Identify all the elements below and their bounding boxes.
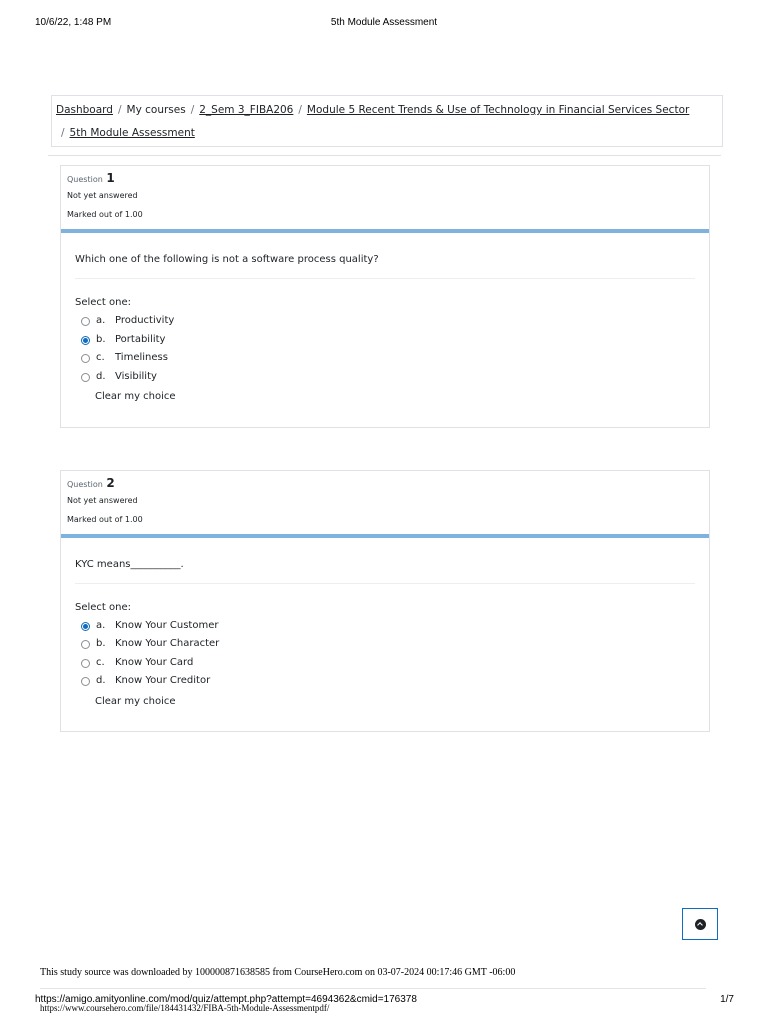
chevron-up-circle-icon (695, 919, 706, 930)
question-divider (75, 583, 695, 584)
breadcrumb-course-link[interactable]: 2_Sem 3_FIBA206 (199, 104, 294, 116)
breadcrumb-separator: / (61, 127, 65, 139)
option-label[interactable]: Portability (115, 334, 166, 345)
breadcrumb-line-2 (61, 127, 195, 139)
question-info (61, 471, 709, 534)
question-state: Not yet answered (67, 191, 138, 200)
question-grade: Marked out of 1.00 (67, 210, 143, 219)
print-datetime: 10/6/22, 1:48 PM (35, 17, 112, 28)
print-header (35, 17, 733, 31)
clear-choice-link[interactable]: Clear my choice (95, 696, 176, 707)
option-label[interactable]: Know Your Character (115, 638, 220, 649)
option-label[interactable]: Know Your Card (115, 657, 194, 668)
option-label[interactable]: Know Your Customer (115, 620, 219, 631)
back-to-top-button[interactable] (682, 908, 718, 940)
question-number-value: 2 (106, 476, 115, 490)
breadcrumb-module-link[interactable]: Module 5 Recent Trends & Use of Technology in Financial Services Sector (306, 104, 690, 116)
breadcrumb-line-1 (56, 104, 689, 116)
option-label[interactable]: Know Your Creditor (115, 675, 211, 686)
clear-choice-link[interactable]: Clear my choice (95, 391, 176, 402)
radio-button[interactable] (81, 677, 90, 686)
radio-button[interactable] (81, 373, 90, 382)
question-number-value: 1 (106, 171, 115, 185)
answer-prompt: Select one: (75, 602, 132, 613)
question-accent-bar (61, 229, 709, 233)
footer-url: https://amigo.amityonline.com/mod/quiz/attempt.php?attempt=4694362&cmid=176378 (35, 994, 417, 1005)
option-letter: c. (96, 352, 105, 363)
breadcrumb-separator: / (117, 104, 122, 116)
source-note: This study source was downloaded by 100000871638585 from CourseHero.com on 03-07-2024 00:17:46 GMT -06:00 (40, 967, 516, 978)
breadcrumb-separator: / (190, 104, 195, 116)
question-number (67, 476, 115, 490)
breadcrumb-dashboard-link[interactable]: Dashboard (56, 104, 113, 116)
radio-button[interactable] (81, 354, 90, 363)
option-letter: d. (96, 675, 106, 686)
footer-divider (40, 988, 706, 989)
radio-button[interactable] (81, 640, 90, 649)
page-divider (48, 155, 721, 156)
footer-file-url: https://www.coursehero.com/file/184431432/FIBA-5th-Module-Assessmentpdf/ (40, 1003, 330, 1013)
option-letter: d. (96, 371, 106, 382)
question-number (67, 171, 115, 185)
answer-prompt: Select one: (75, 297, 132, 308)
option-letter: a. (96, 620, 106, 631)
question-label: Question (67, 480, 103, 489)
breadcrumb-separator: / (298, 104, 302, 116)
question-2 (60, 470, 710, 732)
question-label: Question (67, 175, 103, 184)
option-letter: b. (96, 638, 106, 649)
option-label[interactable]: Productivity (115, 315, 175, 326)
question-state: Not yet answered (67, 496, 138, 505)
breadcrumb (51, 95, 723, 147)
radio-button[interactable] (81, 659, 90, 668)
question-text: Which one of the following is not a software process quality? (75, 254, 379, 265)
question-1 (60, 165, 710, 428)
option-letter: b. (96, 334, 106, 345)
option-letter: c. (96, 657, 105, 668)
radio-button-selected[interactable] (81, 622, 90, 631)
question-info (61, 166, 709, 229)
option-label[interactable]: Visibility (115, 371, 157, 382)
question-grade: Marked out of 1.00 (67, 515, 143, 524)
footer-page-number: 1/7 (720, 994, 734, 1005)
breadcrumb-my-courses: My courses (126, 104, 186, 116)
print-title: 5th Module Assessment (330, 17, 438, 28)
option-letter: a. (96, 315, 106, 326)
question-accent-bar (61, 534, 709, 538)
question-text: KYC means__________. (75, 559, 184, 570)
breadcrumb-current-link[interactable]: 5th Module Assessment (69, 127, 195, 139)
option-label[interactable]: Timeliness (115, 352, 168, 363)
radio-button[interactable] (81, 317, 90, 326)
question-divider (75, 278, 695, 279)
radio-button-selected[interactable] (81, 336, 90, 345)
